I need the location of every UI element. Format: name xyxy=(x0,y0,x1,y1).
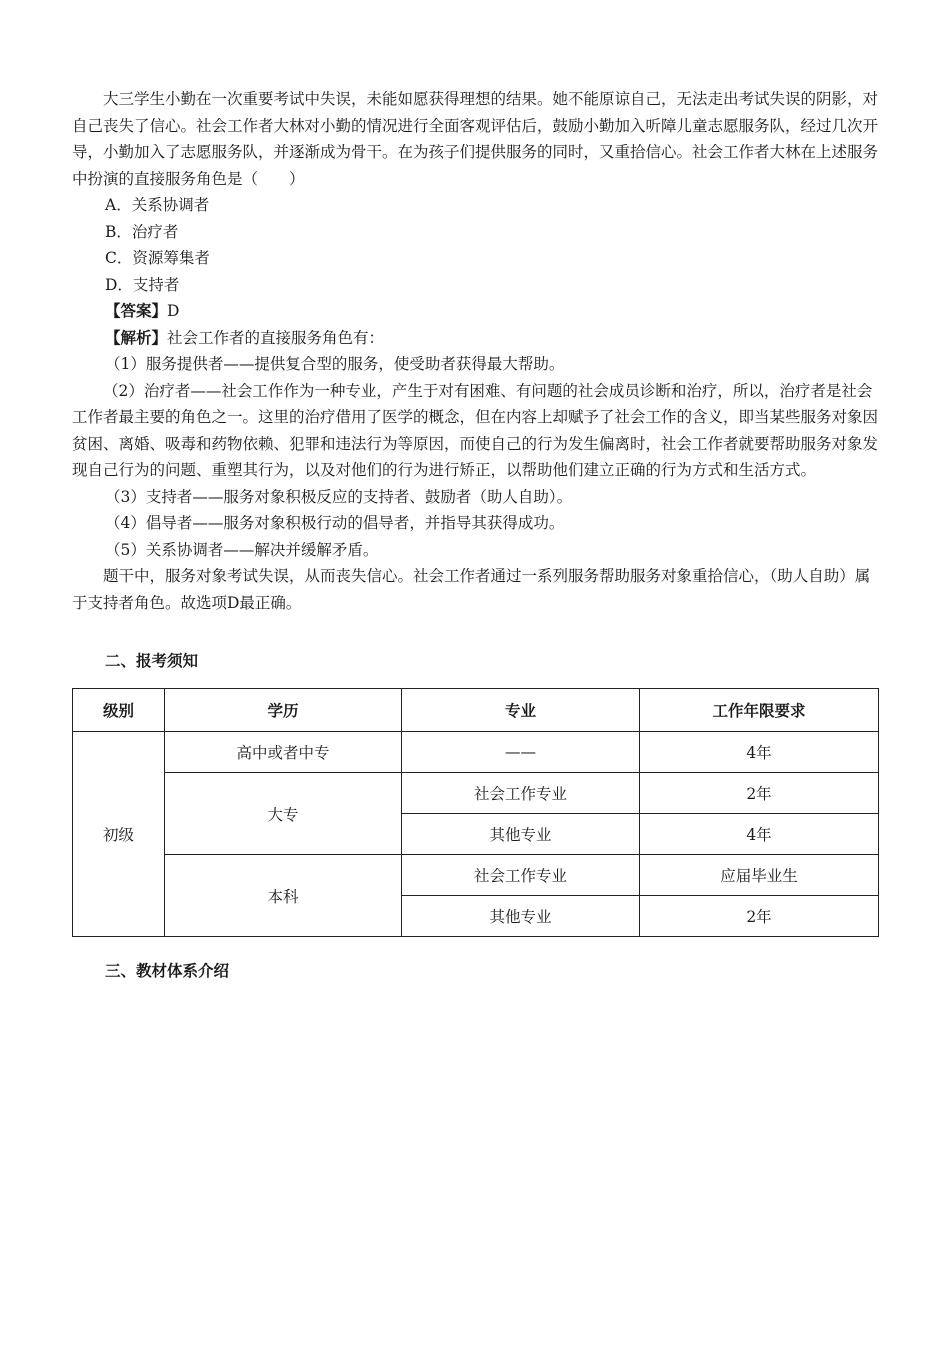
header-major: 专业 xyxy=(402,689,640,732)
answer-line xyxy=(72,298,878,325)
edu-cell: 高中或者中专 xyxy=(165,732,402,773)
section-heading-application: 二、报考须知 xyxy=(105,651,199,670)
edu-cell: 大专 xyxy=(165,773,402,855)
analysis-item-1: （1）服务提供者——提供复合型的服务，使受助者获得最大帮助。 xyxy=(105,355,565,373)
years-cell: 应届毕业生 xyxy=(640,855,879,896)
years-cell: 2年 xyxy=(640,896,879,937)
major-cell: 其他专业 xyxy=(402,896,640,937)
option-b: B．治疗者 xyxy=(105,222,179,241)
document-body xyxy=(72,86,878,616)
analysis-item-3: （3）支持者——服务对象积极反应的支持者、鼓励者（助人自助）。 xyxy=(105,487,573,506)
option-d: D．支持者 xyxy=(105,275,180,294)
table-row xyxy=(73,773,879,814)
table-row xyxy=(73,855,879,896)
table-row xyxy=(73,732,879,773)
section-heading-textbook: 三、教材体系介绍 xyxy=(105,961,230,980)
analysis-item-5: （5）关系协调者——解决并缓解矛盾。 xyxy=(105,540,379,559)
header-years: 工作年限要求 xyxy=(640,689,879,732)
major-cell: —— xyxy=(402,732,640,773)
question-stem: 大三学生小勤在一次重要考试中失误，未能如愿获得理想的结果。她不能原谅自己，无法走出考试失误的阴影，对自己丧失了信心。社会工作者大林对小勤的情况进行全面客观评估后，鼓励小勤加入听障儿童志愿服务队，经过几次开导，小勤加入了志愿服务队，并逐渐成为骨干。在为孩子们提供服务的同时，又重拾信心。社会工作者大林在上述服务中扮演的直接服务角色是（ ） xyxy=(72,90,879,188)
analysis-item-4: （4）倡导者——服务对象积极行动的倡导者，并指导其获得成功。 xyxy=(105,514,565,532)
option-a: A．关系协调者 xyxy=(105,196,210,214)
analysis-item-2: （2）治疗者——社会工作作为一种专业，产生于对有困难、有问题的社会成员诊断和治疗，所以，治疗者是社会工作者最主要的角色之一。这里的治疗借用了医学的概念，但在内容上却赋予了社会工作的含义，即当某些服务对象因贫困、离婚、吸毒和药物依赖、犯罪和违法行为等原因，而使自己的行为发生偏离时，社会工作者就要帮助服务对象发现自己行为的问题、重塑其行为，以及对他们的行为进行矫正，以帮助他们建立正确的行为方式和生活方式。 xyxy=(72,381,879,479)
years-cell: 4年 xyxy=(640,814,879,855)
analysis-line xyxy=(72,325,878,352)
header-level: 级别 xyxy=(73,689,165,732)
years-cell: 2年 xyxy=(640,773,879,814)
header-education: 学历 xyxy=(165,689,402,732)
requirements-table xyxy=(72,688,879,937)
answer-value: D xyxy=(167,302,180,320)
edu-cell: 本科 xyxy=(165,855,402,937)
analysis-conclusion: 题干中，服务对象考试失误，从而丧失信心。社会工作者通过一系列服务帮助服务对象重拾信心，（助人自助）属于支持者角色。故选项D最正确。 xyxy=(72,567,871,612)
table-header-row xyxy=(73,689,879,732)
major-cell: 其他专业 xyxy=(402,814,640,855)
analysis-label: 【解析】 xyxy=(105,327,168,347)
analysis-intro: 社会工作者的直接服务角色有： xyxy=(167,328,385,347)
years-cell: 4年 xyxy=(640,732,879,773)
option-c: C．资源筹集者 xyxy=(105,249,210,267)
major-cell: 社会工作专业 xyxy=(402,855,640,896)
level-cell: 初级 xyxy=(73,732,165,937)
answer-label: 【答案】 xyxy=(105,301,168,320)
major-cell: 社会工作专业 xyxy=(402,773,640,814)
